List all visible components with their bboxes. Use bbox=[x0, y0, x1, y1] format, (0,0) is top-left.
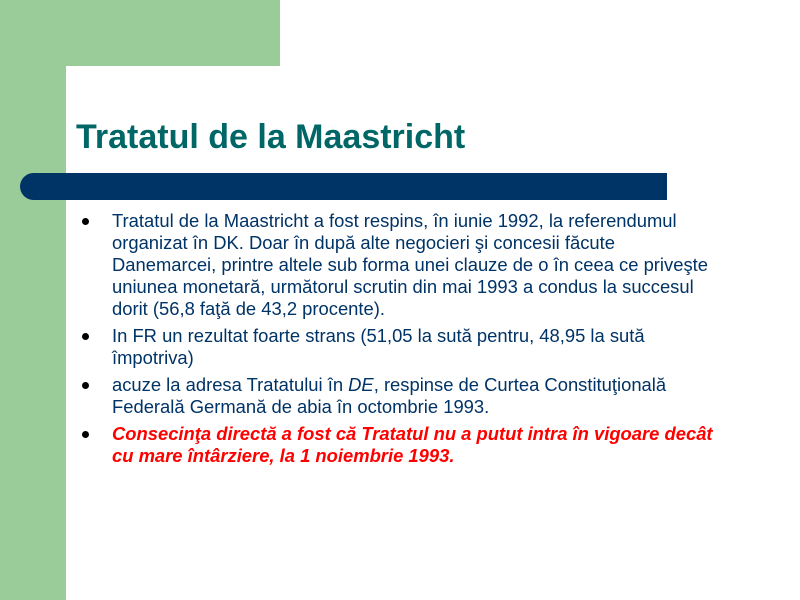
bullet-text-3-end: , respinse de Curtea Constituţională Federală Germană de abia în octombrie 1993. bbox=[112, 374, 667, 417]
bullet-text-4: Consecinţa directă a fost că Tratatul nu a putut intra în vigoare decât cu mare întârziere, la 1 noiembrie 1993. bbox=[112, 423, 713, 466]
bullet-item-2 bbox=[78, 325, 718, 369]
bullet-text-3-start: acuze la adresa Tratatului în bbox=[112, 374, 349, 395]
bullet-text-3-country: DE bbox=[348, 374, 374, 395]
bullet-item-1 bbox=[78, 210, 718, 320]
bullet-dot-icon bbox=[82, 333, 89, 340]
bullet-dot-icon bbox=[82, 218, 89, 225]
top-green-block bbox=[0, 0, 280, 66]
bullet-item-3 bbox=[78, 374, 718, 418]
slide-title: Tratatul de la Maastricht bbox=[76, 118, 466, 156]
title-underline-bar bbox=[20, 173, 667, 200]
bullet-text-2: In FR un rezultat foarte strans (51,05 la sută pentru, 48,95 la sută împotriva) bbox=[112, 325, 645, 368]
bullet-text-1: Tratatul de la Maastricht a fost respins, în iunie 1992, la referendumul organizat în DK. Doar în după alte negocieri şi concesii făcute Danemarcei, printre altele sub forma unei clauze de o în ceea ce priveşte uniunea monetară, următorul scrutin din mai 1993 a condus la succesul dorit (56,8 faţă de 43,2 procente). bbox=[112, 210, 708, 319]
bullet-dot-icon bbox=[82, 431, 89, 438]
bullet-item-4 bbox=[78, 423, 718, 467]
bullet-list bbox=[78, 210, 718, 472]
left-green-strip bbox=[0, 0, 66, 600]
bullet-dot-icon bbox=[82, 382, 89, 389]
